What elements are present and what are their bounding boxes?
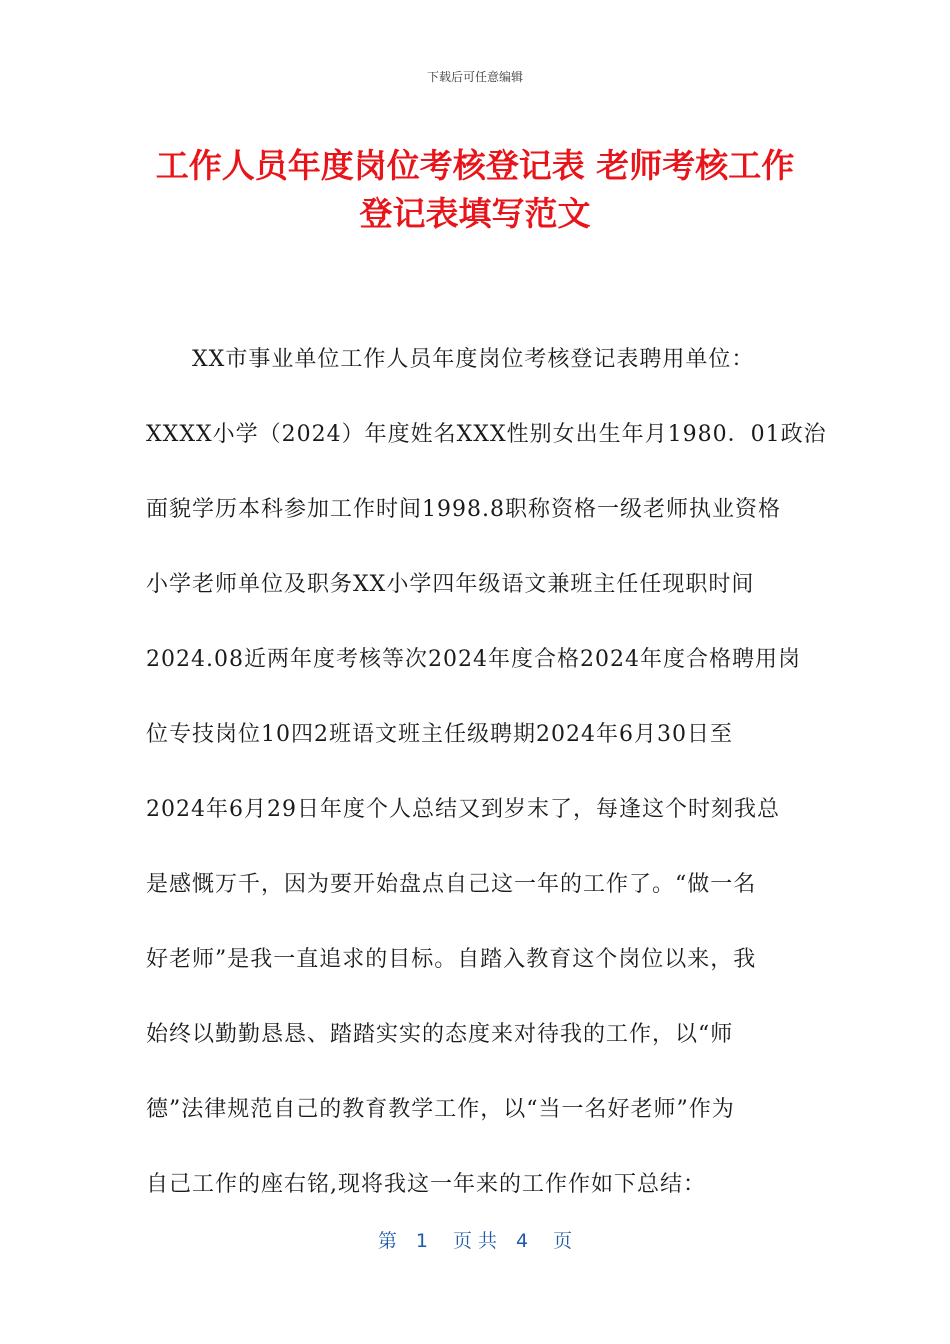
body-line: XXXX小学（2024）年度姓名XXX性别女出生年月1980．01政治	[146, 422, 827, 447]
title-line-2: 登记表填写范文	[359, 194, 591, 233]
body-line: 2024年6月29日年度个人总结又到岁末了，每逢这个时刻我总	[146, 797, 780, 822]
body-line: XX市事业单位工作人员年度岗位考核登记表聘用单位：	[192, 347, 755, 372]
header-note: 下载后可任意编辑	[426, 70, 523, 84]
title-line-1: 工作人员年度岗位考核登记表 老师考核工作	[155, 146, 795, 185]
document-title	[100, 142, 850, 238]
body-line: 面貌学历本科参加工作时间1998.8职称资格一级老师执业资格	[146, 497, 781, 522]
body-line: 2024.08近两年度考核等次2024年度合格2024年度合格聘用岗	[146, 647, 801, 672]
body-line: 德”法律规范自己的教育教学工作，以“当一名好老师”作为	[146, 1097, 735, 1122]
body-line: 始终以勤勤恳恳、踏踏实实的态度来对待我的工作，以“师	[146, 1022, 734, 1047]
body-line: 是感慨万千，因为要开始盘点自己这一年的工作了。“做一名	[146, 872, 757, 897]
page-number: 第 1 页 共 4 页	[377, 1230, 573, 1252]
page-footer	[0, 1226, 950, 1253]
body-line: 好老师”是我一直追求的目标。自踏入教育这个岗位以来，我	[146, 947, 757, 972]
body-line: 小学老师单位及职务XX小学四年级语文兼班主任任现职时间	[146, 572, 755, 597]
body-line: 自己工作的座右铭,现将我这一年来的工作作如下总结：	[146, 1172, 706, 1197]
body-line: 位专技岗位10四2班语文班主任级聘期2024年6月30日至	[146, 722, 733, 747]
body-text	[146, 322, 827, 1222]
